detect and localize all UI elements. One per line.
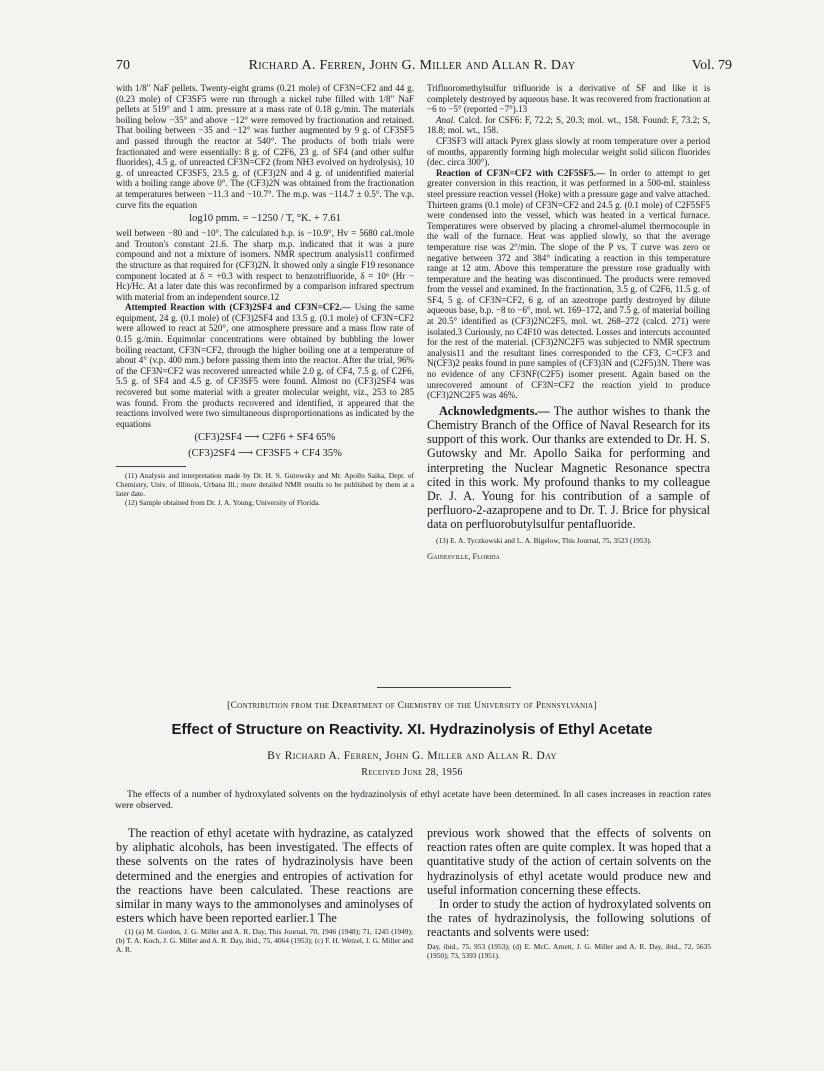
paragraph: CF3SF3 will attack Pyrex glass slowly at room temperature over a period of months, apparently forming high molecular weight solid silicon fluorides (dec. circa 300°). [427,135,710,168]
byline: By Richard A. Ferren, John G. Miller and Allan R. Day [267,750,557,762]
section-heading: Attempted Reaction with (CF3)2SF4 and CF3N=CF2.— [125,302,351,313]
vapor-pressure-equation: log10 pmm. = −1250 / T, °K. + 7.61 [189,213,341,225]
section-heading: Acknowledgments.— [439,403,550,418]
footnote: (11) Analysis and interpretation made by Dr. H. S. Gutowsky and Mr. Apollo Saika, Dept. of Chemistry, Univ. of Illinois, Urbana Ill.; more detailed NMR results to be published by them at a later date. [116,471,414,499]
left-column [116,83,414,508]
paragraph: The reaction of ethyl acetate with hydrazine, as catalyzed by aliphatic alcohols, has been investigated. The effects of these solvents on the rates of hydrazinolysis have been determined and the energies and entropies of activation for the reactions have been calculated. These reactions are similar in many ways to the ammonolyses and aminolyses of esters which have been reported earlier.1 The [116,826,413,926]
footnote: (12) Sample obtained from Dr. J. A. Young, University of Florida. [125,498,321,508]
paragraph: with 1/8" NaF pellets. Twenty-eight grams (0.21 mole) of CF3N=CF2 and 44 g. (0.23 mole) of CF3SF5 were run through a nickel tube filled with 1/8" NaF pellets at 519° and 1 atm. pressure at a mass rate of 0.18 g./min. The materials boiling below −35° and above −12° were removed by fractionation and retained. That boiling between −35 and −12° was further augmented by 9 g. of CF3SF5 and passed through the reactor at 540°. The products of both trials were fractionated and were essentially: 8 g. of C2F6, 23 g. of SF4 (and other sulfur fluorides), 4.5 g. of unreacted CF3N=CF2 (from NH3 evolved on hydrolysis), 10 g. of unreacted CF3SF5, 23.5 g. of (CF3)2N and 4 g. of unidentified material with a boiling range above 0°. The (CF3)2N was obtained from the fractionation at temperatures between −11.3 and −10.7°. The m.p. was −114.7 ± 0.5°. The v.p. curve fits the equation [116,83,414,210]
article-left-column [116,826,413,955]
abstract: The effects of a number of hydroxylated solvents on the hydrazinolysis of ethyl acetate have been determined. In all cases increases in reaction rates were observed. [115,789,711,812]
right-column [427,83,710,561]
paragraph: well between −80 and −10°. The calculated b.p. is −10.9°, Hv = 5680 cal./mole and Trouton's constant 21.6. The sharp m.p. indicated that it was a pure compound and not a mixture of isomers. NMR spectrum analysis11 confirmed the structure as that required for (CF3)2N. It showed only a single F19 resonance component located at δ = +0.3 with respect to benzotrifluoride, δ = 10⁶ (Hr − Hc)/Hc. At a later date this was reconfirmed by a comparison infrared spectrum with material from an independent source.12 [116,228,414,302]
paragraph: Trifluoromethylsulfur trifluoride is a derivative of SF and like it is completely destroyed by aqueous base. It was recovered from fractionation at −6 to −5° (reported −7°).13 [427,83,710,115]
page-number: 70 [116,58,130,73]
paragraph-text: In order to attempt to get greater conversion in this reaction, it was performed in a 500-ml. stainless steel pressure reaction vessel (Hoke) with a pressure gage and valve attached. Thirteen grams (0.1 mole) of CF3N=CF2 and 24.5 g. (0.1 mole) of C2F5SF5 were condensed into the vessel, which was heated in a vertical furnace. Temperatures were observed by placing a chromel-alumel thermocouple in the wall of the furnace. Heat was applied slowly, so that the average temperature rise was 2°/min. The slope of the P vs. T curve was zero or negative between 372 and 384° indicating a reaction in this temperature range at 12 atm. Above this temperature the pressure rose gradually with temperature and the heating was discontinued. The products were removed from the vessel and examined. In the fractionation, 3.5 g. of C2F6, 11.5 g. of SF4, 5 g. of CF3N=CF2, 6 g. of an azeotrope partly destroyed by dilute aqueous base, b.p. −8 to −6°, mol. wt. 169–172, and 7.5 g. of material boiling at 20.5° identified as (CF3)2NC2F5, mol. wt. 268–272 (calcd. 271) were isolated.3 Curiously, no C4F10 was detected. Losses and intercuts accounted for the rest of the material. (CF3)2NC2F5 was subjected to NMR spectrum analysis11 and the resultant lines corresponded to the CF3, C=CF3 and N(CF3)2 peaks found in pure samples of (CF3)3N and (C2F5)3N. There was no evidence of any CF3NF(C2F5) isomer present. Again based on the unrecovered amount of CF3N=CF2 the reaction yield to produce (CF3)2NC2F5 was 46%. [427,167,710,401]
article-right-column [427,826,711,960]
paragraph [116,302,414,429]
footnote: (13) E. A. Tyczkowski and L. A. Bigelow, This Journal, 75, 3523 (1953). [436,535,652,545]
section-heading: Reaction of CF3N=CF2 with C2F5SF5.— [436,167,606,178]
paragraph-text: Calcd. for CSF6: F, 72.2; S, 20.3; mol. wt., 158. Found: F, 73.2; S, 18.8; mol. wt., 158. [427,114,710,136]
footnote-rule [116,466,186,467]
reaction-equation: (CF3)2SF4 ⟶ C2F6 + SF4 65% [194,432,336,444]
footnote: (1) (a) M. Gordon, J. G. Miller and A. R. Day, This Journal, 70, 1946 (1948); 71, 1245 (1949); (b) T. A. Koch, J. G. Miller and A. R. Day, ibid., 75, 4064 (1953); (c) F. H. Wetzel, J. G. Miller and A. R. [116,927,413,955]
received-date: Received June 28, 1956 [361,767,463,778]
volume-label: Vol. 79 [691,58,732,73]
paragraph [427,115,710,136]
paragraph: previous work showed that the effects of solvents on reaction rates often are quite complex. It was hoped that a quantitative study of the action of certain solvents on the hydrazinolysis of ethyl acetate would produce new and useful information concerning these effects. [427,826,711,897]
paragraph: In order to study the action of hydroxylated solvents on the rates of hydrazinolysis, the following solutions of reactants and solvents were used: [427,897,711,940]
reaction-equation: (CF3)2SF4 ⟶ CF3SF5 + CF4 35% [188,448,342,460]
paragraph-text: The author wishes to thank the Chemistry Branch of the Office of Naval Research for its support of this work. Our thanks are extended to Dr. H. S. Gutowsky and Mr. Apollo Saika for performing and interpreting the Nuclear Magnetic Resonance spectra cited in this work. My profound thanks to my colleague Dr. J. A. Young for his contribution of a sample of perfluoro-2-azapropene and to Dr. T. J. Brice for physical data on perfluorobutylsulfur pentafluoride. [427,403,710,532]
paragraph-text: Using the same equipment, 24 g. (0.1 mole) of (CF3)2SF4 and 13.5 g. (0.1 mole) of CF3N=CF2 were allowed to react at 520°, one atmosphere pressure and a mass flow rate of 0.15 g./min. Equimolar concentrations were obtained by bubbling the lower boiling reactant, CF3N=CF2, through the higher boiling one at a temperature of about 4° (v.p. 400 mm.) before passing them into the reactor. After the trial, 96% of the CF3N=CF2 was recovered unreacted while 2.0 g. of CF4, 7.5 g. of C2F6, 5.5 g. of SF4 and 4.5 g. of CF3SF5 were found. Almost no (CF3)2SF4 was recovered but some material with a greater molecular weight, viz., 253 to 285 was found. From the products recovered and identified, it appeared that the reactions involved were two simultaneous disproportionations as indicated by the equations [116,302,414,429]
anal-label: Anal. [436,114,456,125]
acknowledgments [427,404,710,532]
contribution-line: [Contribution from the Department of Chemistry of the University of Pennsylvania] [227,701,597,711]
place: Gainesville, Florida [427,550,500,561]
paragraph [427,168,710,401]
section-divider [377,687,511,688]
article-title: Effect of Structure on Reactivity. XI. Hydrazinolysis of Ethyl Acetate [171,721,653,738]
footnote: Day, ibid., 75, 953 (1953); (d) E. McC. Arnett, J. G. Miller and A. R. Day, ibid., 72, 5635 (1950); 73, 5393 (1951). [427,941,711,960]
running-header-authors: Richard A. Ferren, John G. Miller and Allan R. Day [248,58,576,73]
